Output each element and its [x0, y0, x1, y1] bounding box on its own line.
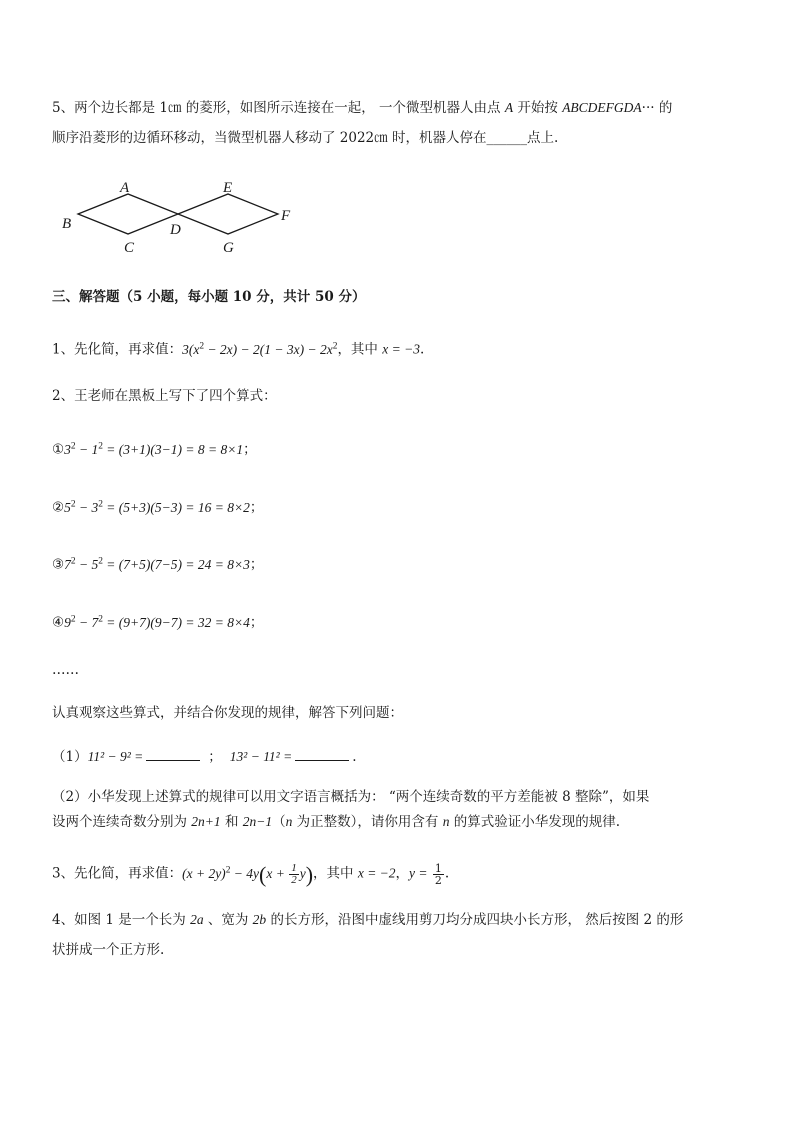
q2-part1-sep: ；	[208, 749, 222, 765]
q2-f3-result: 24 = 8×3	[197, 556, 250, 572]
q4-line2: 状拼成一个正方形.	[52, 942, 165, 958]
q5-text-c: ··· 的	[641, 100, 673, 116]
label-G: G	[223, 240, 234, 256]
q2-part2-line2	[52, 812, 620, 832]
q5-text-e: 点上.	[526, 130, 559, 146]
q3-line	[52, 860, 449, 886]
q3-expression: $(x + 2y)^2 - 4y(x$ + $\frac{1}{2}$ y)	[182, 861, 314, 887]
q1-suffix: ，其中	[337, 341, 383, 358]
q2-f2-b: 3	[91, 499, 99, 515]
q2-f1-b: 1	[91, 441, 99, 457]
q2-part2-line1: （2）小华发现上述算式的规律可以用文字语言概括为： “两个连续奇数的平方差能被 8 整除”，如果	[52, 789, 650, 805]
q2-f1-mark: ①	[52, 441, 65, 458]
q5-start-point: A	[504, 100, 514, 115]
section3-heading: 三、解答题（5 小题，每小题 10 分，共计 50 分）	[52, 289, 366, 305]
q2-formula-4: $④9^2 - 7^2 = (9+7)(9-7) = 32 = 8\times 4$；	[52, 614, 264, 631]
q2-observe: 认真观察这些算式，并结合你发现的规律，解答下列问题：	[52, 705, 403, 721]
q2-f4-sum: 9+7	[123, 614, 146, 630]
q2-formula-2: $②5^2 - 3^2 = (5+3)(5-3) = 16 = 8\times 2$；	[52, 499, 264, 516]
q2-part1-label: （1）	[52, 749, 88, 765]
q4-text-b: 、宽为	[203, 912, 253, 928]
q4-text-c: 的长方形，沿图中虚线用剪刀均分成四块小长方形， 然后按图 2 的形	[266, 912, 684, 928]
q4-line1	[52, 910, 683, 930]
q1-prefix: 1、先化简，再求值：	[52, 341, 183, 358]
q2-part2-text-b: 的算式验证小华发现的规律.	[449, 814, 621, 830]
q2-f3-end: ；	[249, 556, 264, 573]
q2-f4-end: ；	[249, 614, 264, 631]
q3-half-fraction: $\frac{1}{2}$	[291, 861, 297, 886]
q4-text-a: 4、如图 1 是一个长为	[52, 912, 191, 928]
q2-part2-n1: n	[285, 814, 293, 829]
q2-part2-and: 和	[220, 814, 243, 830]
q5-line1	[52, 98, 672, 118]
q4-width: 2b	[252, 912, 267, 927]
q2-f1-result: 8 = 8×1	[197, 441, 244, 457]
q2-f4-result: 32 = 8×4	[197, 614, 250, 630]
q4-length: 2a	[190, 912, 204, 927]
q2-f1-diff: 3−1	[154, 441, 178, 457]
q1-condition: x = −3	[382, 341, 420, 357]
q5-answer-blank[interactable]: ______	[486, 130, 527, 146]
q2-formula-3: $③7^2 - 5^2 = (7+5)(7-5) = 24 = 8\times 3$；	[52, 556, 264, 573]
q2-f3-mark: ③	[52, 556, 65, 573]
q2-f2-sum: 5+3	[123, 499, 146, 515]
label-D: D	[170, 222, 181, 238]
q2-part1-blank2[interactable]	[295, 746, 349, 761]
q2-f2-mark: ②	[52, 499, 65, 516]
q1-end: .	[419, 341, 425, 358]
q2-f4-b: 7	[91, 614, 99, 630]
q2-part2-v1: 2n+1	[191, 814, 221, 829]
q2-f4-a: 9	[64, 614, 71, 630]
label-E: E	[223, 180, 233, 196]
q2-f2-diff: 5−3	[154, 499, 178, 515]
q2-f1-end: ；	[243, 441, 257, 458]
q2-part1-expr2: 13² − 11² =	[229, 749, 293, 764]
q3-y-fraction: $\frac{1}{2}$	[434, 861, 442, 887]
q5-sequence: ABCDEFGDA	[562, 100, 642, 115]
q3-comma: ，	[395, 865, 410, 882]
label-C: C	[124, 240, 135, 256]
label-F: F	[281, 208, 291, 224]
q2-f2-end: ；	[249, 499, 264, 516]
label-A: A	[120, 180, 130, 196]
q3-x-value: x = −2	[357, 865, 396, 881]
q1-line	[52, 336, 424, 360]
q5-line2	[52, 128, 558, 148]
q2-formula-1: $①3^2 - 1^2 = (3+1)(3-1) = 8 = 8\times 1$；	[52, 441, 257, 458]
q2-f3-diff: 7−5	[154, 556, 178, 572]
q2-part2-paren-a: （	[272, 814, 286, 830]
q2-part2-n2: n	[442, 814, 450, 829]
rhombus-left	[78, 194, 178, 234]
q2-part1-expr1: 11² − 9² =	[87, 749, 144, 764]
q2-f3-b: 5	[91, 556, 99, 572]
q2-f2-result: 16 = 8×2	[197, 499, 250, 515]
q2-part1	[52, 746, 357, 767]
q2-f4-diff: 9−7	[154, 614, 178, 630]
rhombus-figure	[52, 170, 312, 262]
q2-part2-paren-b: 为正整数），请你用含有	[292, 814, 443, 830]
q2-f3-a: 7	[64, 556, 71, 572]
q2-part2-text-a: 设两个连续奇数分别为	[52, 814, 192, 830]
rhombus-right	[178, 194, 278, 234]
q2-f2-a: 5	[64, 499, 71, 515]
q5-text-d: 顺序沿菱形的边循环移动，当微型机器人移动了 2022㎝ 时，机器人停在	[52, 130, 487, 146]
q3-end: .	[444, 865, 450, 882]
q5-text-a: 5、两个边长都是 1㎝ 的菱形，如图所示连接在一起， 一个微型机器人由点	[52, 100, 505, 116]
q2-f1-a: 3	[64, 441, 71, 457]
q2-f3-sum: 7+5	[123, 556, 146, 572]
q2-ellipsis: ……	[52, 662, 79, 678]
q3-prefix: 3、先化简，再求值：	[52, 865, 183, 882]
q2-intro: 2、王老师在黑板上写下了四个算式：	[52, 388, 277, 404]
q2-f1-sum: 3+1	[123, 441, 146, 457]
q3-suffix: ，其中	[313, 865, 358, 882]
q2-part1-end: .	[352, 749, 357, 765]
q3-y-label: y =	[409, 865, 428, 881]
label-B: B	[62, 216, 72, 232]
q2-part2-v2: 2n−1	[242, 814, 273, 829]
q2-part1-blank1[interactable]	[146, 746, 200, 761]
q5-text-b: 开始按	[513, 100, 563, 116]
q1-expression: $3(x^2 - 2x) - 2(1 - 3x) - 2x^2$	[182, 341, 338, 357]
q2-f4-mark: ④	[52, 614, 65, 631]
